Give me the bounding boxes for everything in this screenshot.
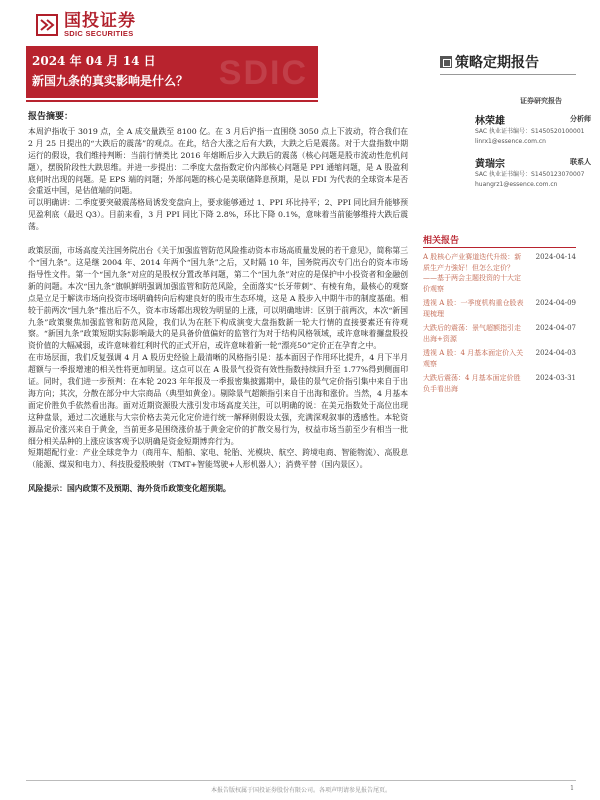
report-type [440, 52, 539, 72]
related-report-date: 2024-04-14 [535, 253, 576, 261]
related-report-title[interactable]: 大跌后震荡：4 月基本面定价胜负手看出海 [423, 374, 521, 393]
analyst-cert: SAC 执业证书编号：S1450123070007 [475, 171, 585, 178]
report-type-label: 策略定期报告 [455, 55, 539, 71]
related-report-item[interactable] [423, 373, 576, 394]
related-reports-title: 相关报告 [423, 236, 460, 246]
related-report-item[interactable] [423, 252, 576, 294]
related-report-date: 2024-04-03 [535, 349, 576, 357]
related-report-item[interactable] [423, 348, 576, 369]
analyst-cert: SAC 执业证书编号：S1450520100001 [475, 128, 585, 135]
page-number: 1 [570, 785, 574, 792]
logo-name-cn: 国投证券 [64, 10, 136, 31]
analyst-card [475, 112, 591, 147]
related-report-date: 2024-03-31 [535, 374, 576, 382]
related-report-item[interactable] [423, 298, 576, 319]
analyst-name: 林荣雄 [475, 116, 505, 127]
analyst-name: 黄瑞宗 [475, 159, 505, 170]
related-reports-rule [423, 247, 576, 248]
analyst-role: 分析师 [570, 115, 591, 123]
policy-paragraph: 政策层面，市场高度关注国务院出台《关于加强监管防范风险推动资本市场高质量发展的若干意见》，简称第三个“国九条”。这是继 2004 年、2014 年两个“国九条”之后，又时隔 10 年，国务院再次专门出台的资本市场指导性文件。第一个“国九条”对应的是股权分置改革问题，第二个“国九条”对应的是保护中小投资者和金融创新的问题。本次“国九条”旗帜鲜明强调加强监管和防范风险，全面落实“长牙带刺”、有棱有角，最核心的观察点是立足于解读市场向投资市场明确转向后构建良好的股市生态环境，这是 A 股步入中期牛市的制度基础。相较于前两次“国九条”推出后不久，资本市场都出现较为明显的上涨，可以明确地讲：区别于前两次，本次“新国九条”政策聚焦加强监管和防范风险，我们认为在胚下构成演变大盘指数新一轮大行情的直接要素还有待观察。“新国九条”政策短期实际影响最大的是具备价值偏好的监管行为对于结构风格领域，或许意味着攞盘股投资价值的大幅减弱，或许意味着红利时代的正式开启，或许意味着新一轮“漂亮50”定价正在孕育之中。 [28, 246, 408, 351]
risk-paragraph: 风险提示：国内政策不及预期、海外货币政策变化超预期。 [28, 484, 231, 494]
analyst-card [475, 155, 591, 190]
logo-name-en: SDIC SECURITIES [64, 28, 134, 38]
banner-divider [26, 100, 318, 102]
sector-paragraph: 短期超配行业：产业全球竞争力（商用车、船舶、家电、轮胎、光模块、航空、跨境电商、智能物流）、高股息（能源、煤炭和电力）、科技股爱股映射（TMT+智能驾驶+人形机器人）；消费平替（国内景区）。 [28, 448, 408, 470]
report-title: 新国九条的真实影响是什么？ [32, 74, 189, 88]
footer-disclaimer: 本报告版权属于国投证券股份有限公司。各项声明请参见报告尾页。 [210, 787, 391, 794]
related-report-item[interactable] [423, 323, 576, 344]
report-type-icon [440, 56, 452, 68]
company-logo [36, 10, 206, 40]
related-report-title[interactable]: A 股核心产业赛道迭代升级：新质生产力強好！但怎么定价？——基于两会主题投资的十大定价观察 [423, 253, 522, 293]
analyst-role: 联系人 [570, 158, 591, 166]
banner-watermark: SDIC [218, 54, 308, 92]
report-type-rule [440, 74, 576, 75]
summary-heading: 报告摘要： [28, 112, 74, 122]
related-report-date: 2024-04-09 [535, 299, 576, 307]
related-reports-list [423, 252, 576, 398]
report-date: 2024 年 04 月 14 日 [32, 54, 156, 68]
title-banner [26, 46, 318, 98]
analyst-email[interactable]: linrx1@essence.com.cn [475, 138, 546, 145]
logo-mark-icon [36, 14, 58, 36]
market-paragraph: 在市场层面，我们反复强调 4 月 A 股历史经验上最清晰的风格指引是：基本面因子作用环比提升，4 月下半月超额与一季报增速的相关性将更加明显。这点可以在 A 股景气投资有效性指数持续回升至 1.77%得到侧面印证。同时，我们进一步预判：在本轮 2023 年年报及一季报密集披露期中，最佳的景气定价指引集中来自于出海方向；其次，分散在部分中大宗商品（典型如黄金）。剔除景气超额指引来自于出海和涨价。当然，4 月基本面定价胜负手依然看出海。面对近期资源股大涨引发市场高度关注，可以明确的说：在美元指数处于高位出现这种盘景，通过二次通胀与大宗价格去美元化定价进行统一解释则假设太强，充满深观叙事的透感性。本轮资源品定价涨兴来自于黄金，当前更多是围绕涨价基于黄金定价的扩散交易行为，权益市场当前至少有相当一批细分相关品种的上涨应该客观予以明确是资金短期博弈行为。 [28, 353, 408, 446]
report-body [28, 112, 408, 495]
summary-paragraph: 可以明确讲：二季度要突破震荡格局诱发变盘向上，要求能够通过 1、PPI 环比持平；2、PPI 同比回升能够预见盈利底（最迟 Q3）。目前来看，3 月 PPI 同比下降 2.8%，环比下降 0.1%，意味着当前能够维持大跌后震荡。 [28, 198, 408, 232]
related-report-title[interactable]: 透视 A 股：4 月基本面定价入关观察 [423, 349, 524, 368]
summary-paragraph: 本周沪指收于 3019 点，全 A 成交量跌至 8100 亿。在 3 月后沪指一直围绕 3050 点上下波动，符合我们在 2 月 25 日提出的“大跌后的震荡”的观点。在此，结合大涨之后有大跌，大跌之后是震荡。对于大盘指数中期运行的假设，我们维持判断：当前行情类比 2016 年熔断后步入大跌后的震荡（核心问题是股市流动性危机问题），摆脱阶段性大跌思维。并进一步提出：二季度大盘指数定价内部核心问题是 PPI 通缩问题，是 A 股盈利底何时出现的问题。是 EPS 端的问题；外部问题的核心是美联储降息预期，是以 FDI 为代表的全球资本是否会重返中国，是估值端的问题。 [28, 126, 408, 196]
related-report-date: 2024-04-07 [535, 324, 576, 332]
section-label: 证券研究报告 [520, 96, 562, 105]
footer-rule [26, 780, 576, 781]
related-report-title[interactable]: 透视 A 股：一季度机构重仓股表现梳理 [423, 299, 524, 318]
analyst-email[interactable]: huangrz1@essence.com.cn [475, 181, 558, 188]
related-report-title[interactable]: 大跌后的震荡：景气超额指引走出海+资源 [423, 324, 521, 343]
